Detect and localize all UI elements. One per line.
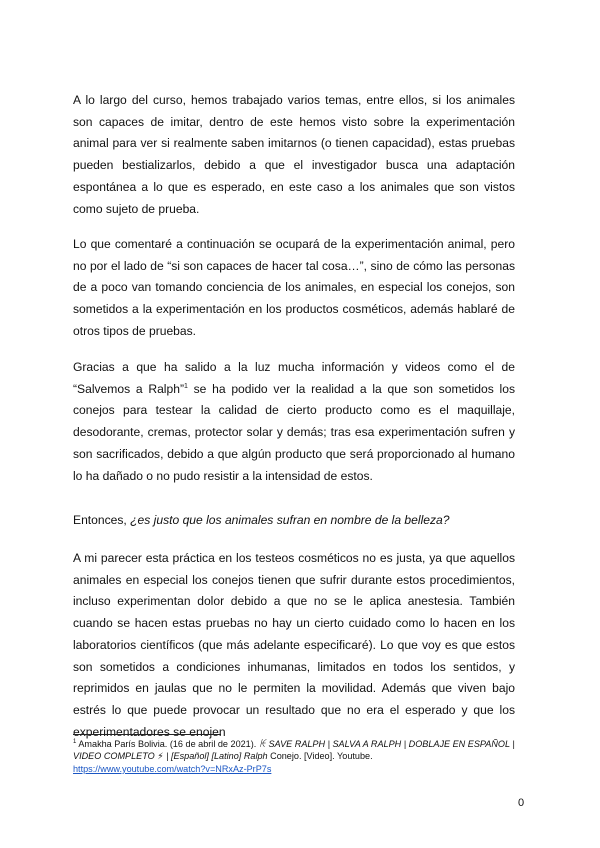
question-prefix: Entonces, <box>73 513 131 527</box>
paragraph-ralph-part-1: Gracias a que ha salido a la luz mucha información y videos como el de “Salvemos a Ralph” <box>73 360 515 396</box>
footnote-separator <box>73 734 221 735</box>
question-text: ¿es justo que los animales sufran en nombre de la belleza? <box>130 513 450 527</box>
footnote-link[interactable]: https://www.youtube.com/watch?v=NRxAz-PrP7s <box>73 763 272 774</box>
footnote-details: Conejo. [Video]. Youtube. <box>267 751 373 762</box>
footnote <box>73 738 523 775</box>
paragraph-intro: A lo largo del curso, hemos trabajado varios temas, entre ellos, si los animales son capaces de imitar, dentro de este hemos visto sobre la experimentación animal para ver si realmente saben imitarnos (o tienen capacidad), estas pruebas pueden bestializarlos, debido a que el investigador busca una adaptación espontánea a lo que es esperado, en este caso a los animales que son vistos como sujeto de prueba. <box>73 93 515 216</box>
question-line <box>73 510 515 532</box>
paragraph-opinion: A mi parecer esta práctica en los testeos cosméticos no es justa, ya que aquellos animales en especial los conejos tienen que sufrir durante estos procedimientos, incluso experimentan dolor debido a que no se le aplica anestesia. También cuando se hacen estas pruebas no hay un cierto cuidado como lo hacen en los laboratorios científicos (que más adelante especificaré). Lo que voy es que estos son sometidos a condiciones inhumanas, limitados en todos los sentidos, y reprimidos en jaulas que no le permiten la movilidad. Además que viven bajo estrés lo que puede provocar un resultado que no era el esperado y que los experimentadores se enojen <box>73 551 515 739</box>
footnote-author: Amakha París Bolivia. (16 de abril de 2021). <box>76 739 259 749</box>
paragraph-topic: Lo que comentaré a continuación se ocupará de la experimentación animal, pero no por el lado de “si son capaces de hacer tal cosa…”, sino de cómo las personas de a poco van tomando conciencia de los animales, en especial los conejos, son sometidos a la experimentación en los productos cosméticos, además hablaré de otros tipos de pruebas. <box>73 237 515 338</box>
paragraph-ralph-part-2: se ha podido ver la realidad a la que son sometidos los conejos para testear la calidad de cierto producto como es el maquillaje, desodorante, cremas, protector solar y demás; tras esa experimentación sufren y son sacrificados, debido a que algún producto que será proporcionado al humano lo ha dañado o no pudo resistir a la intensidad de estos. <box>73 381 515 483</box>
footnote-reference: 1 <box>183 382 188 390</box>
page-number: 0 <box>518 797 525 809</box>
footnote-number: 1 <box>73 738 77 745</box>
paragraph-ralph <box>73 357 515 487</box>
footnote-title: ꀘ SAVE RALPH | SALVA A RALPH | DOBLAJE EN ESPAÑOL | VIDEO COMPLETO ⚡ | [Español] [Latino] Ralph <box>73 739 515 762</box>
